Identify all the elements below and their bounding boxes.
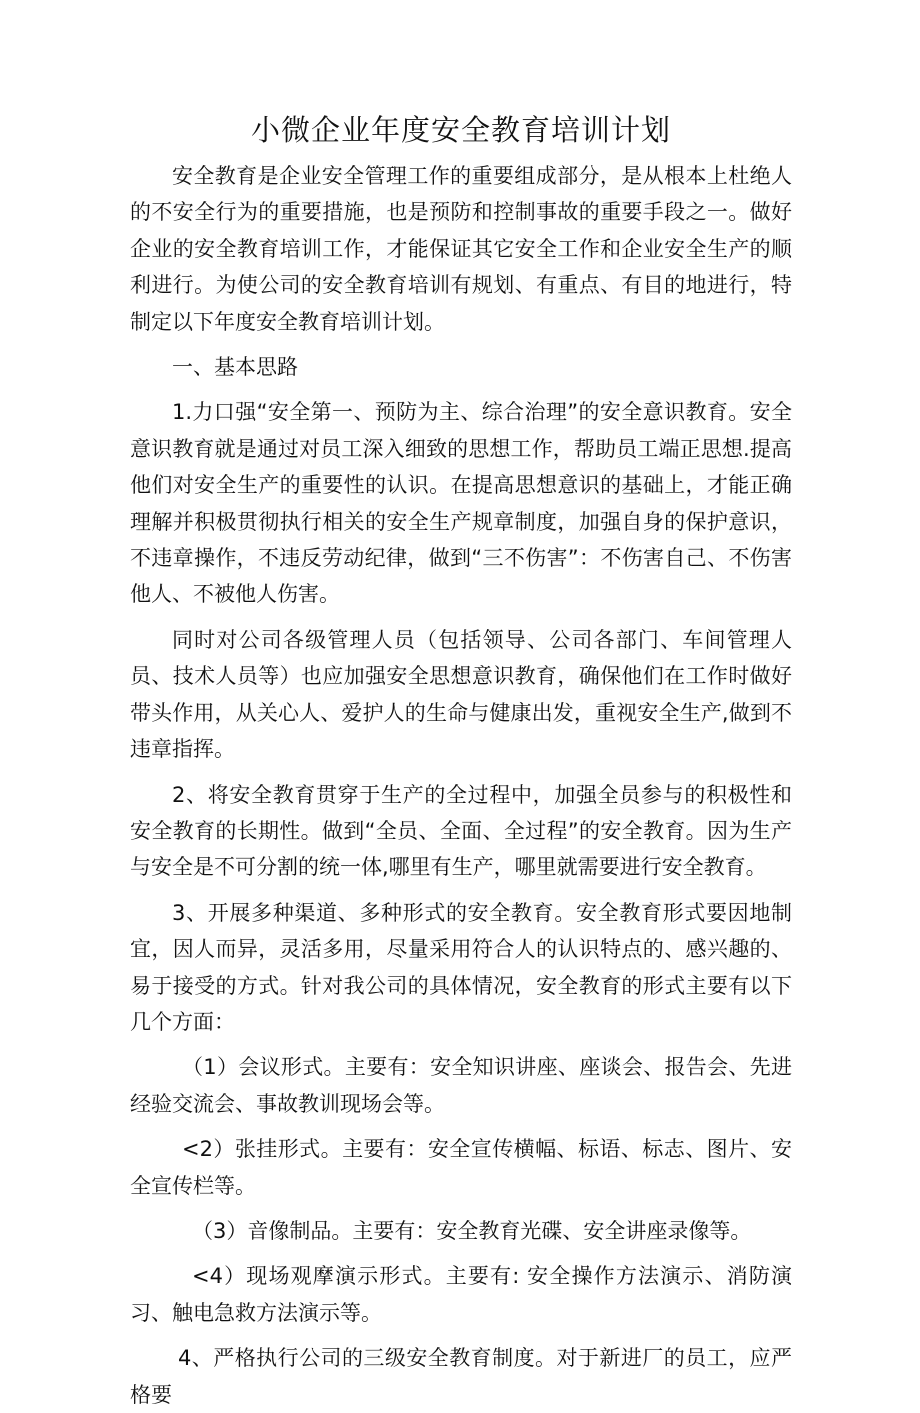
document-title: 小微企业年度安全教育培训计划 (250, 113, 671, 147)
point-3-paragraph: 3、开展多种渠道、多种形式的安全教育。安全教育形式要因地制宜，因人而异，灵活多用，尽量采用符合人的认识特点的、感兴趣的、易于接受的方式。针对我公司的具体情况，安全教育的形式主要有以下几个方面： (130, 900, 792, 1034)
form-item-3: （3）音像制品。主要有：安全教育光碟、安全讲座录像等。 (192, 1218, 752, 1243)
point-1-paragraph: 1.力口强“安全第一、预防为主、综合治理”的安全意识教育。安全意识教育就是通过对员工深入细致的思想工作，帮助员工端正思想.提高他们对安全生产的重要性的认识。在提高思想意识的基础上，才能正确理解并积极贯彻执行相关的安全生产规章制度，加强自身的保护意识，不违章操作，不违反劳动纪律，做到“三不伤害”：不伤害自己、不伤害他人、不被他人伤害。 (130, 400, 792, 607)
intro-paragraph: 安全教育是企业安全管理工作的重要组成部分，是从根本上杜绝人的不安全行为的重要措施，也是预防和控制事故的重要手段之一。做好企业的安全教育培训工作，才能保证其它安全工作和企业安全生产的顺利进行。为使公司的安全教育培训有规划、有重点、有目的地进行，特制定以下年度安全教育培训计划。 (130, 164, 792, 334)
form-item-2: <2）张挂形式。主要有：安全宣传横幅、标语、标志、图片、安全宣传栏等。 (130, 1137, 792, 1198)
form-item-1: （1）会议形式。主要有：安全知识讲座、座谈会、报告会、先进经验交流会、事故教训现场会等。 (130, 1055, 792, 1116)
section-heading: 一、基本思路 (172, 355, 298, 380)
point-2-paragraph: 2、将安全教育贯穿于生产的全过程中，加强全员参与的积极性和安全教育的长期性。做到“全员、全面、全过程”的安全教育。因为生产与安全是不可分割的统一体,哪里有生产，哪里就需要进行安全教育。 (130, 782, 792, 880)
point-4-paragraph: 4、严格执行公司的三级安全教育制度。对于新进厂的员工，应严格要 (130, 1346, 792, 1407)
management-paragraph: 同时对公司各级管理人员（包括领导、公司各部门、车间管理人员、技术人员等）也应加强安全思想意识教育，确保他们在工作时做好带头作用，从关心人、爱护人的生命与健康出发，重视安全生产,做到不违章指挥。 (130, 627, 792, 762)
form-item-4: <4）现场观摩演示形式。主要有: 安全操作方法演示、消防演习、触电急救方法演示等。 (130, 1264, 792, 1325)
